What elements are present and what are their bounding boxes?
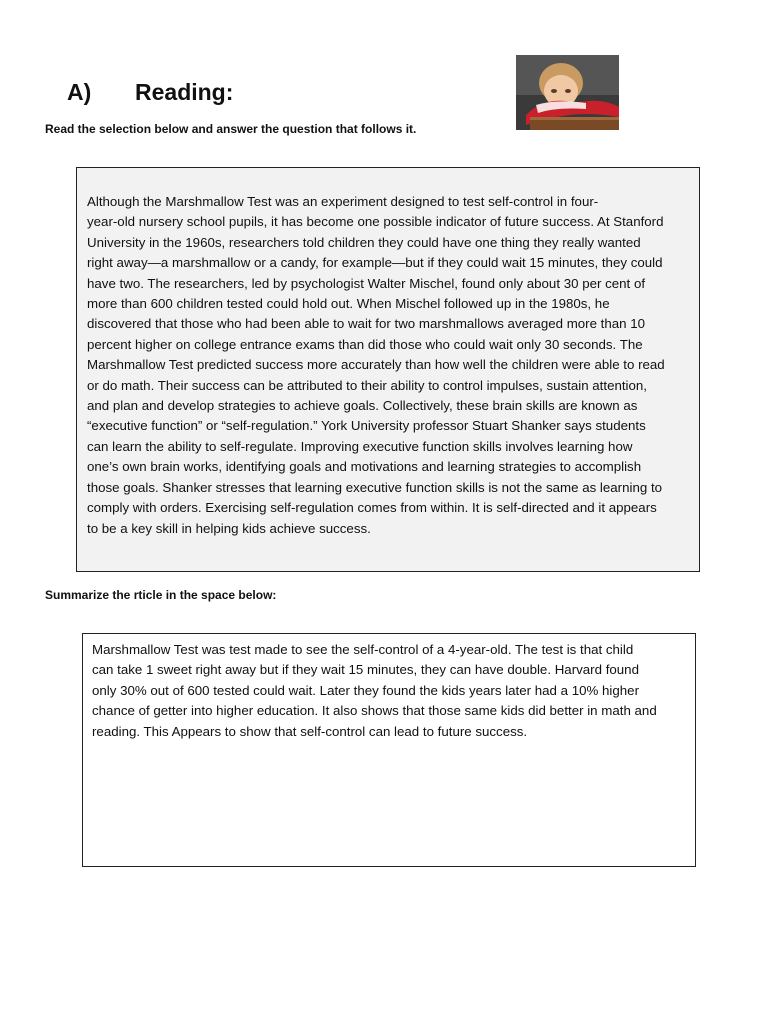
photo-illustration (516, 55, 619, 130)
summary-answer-box[interactable] (82, 633, 696, 867)
reading-passage-text: Although the Marshmallow Test was an experiment designed to test self-control in four- year-old nursery school pupils, it has become one possible indicator of future success. At Stanford University in the 1960s, researchers told children they could have one thing they really wanted right away—a marshmallow or a candy, for example—but if they could wait 15 minutes, they could have two. The researchers, led by psychologist Walter Mischel, found only about 30 per cent of more than 600 children tested could hold out. When Mischel followed up in the 1980s, he discovered that those who had been able to wait for two marshmallows averaged more than 10 percent higher on college entrance exams than did those who could wait only 30 seconds. The Marshmallow Test predicted success more accurately than how well the children were able to read or do math. Their success can be attributed to their ability to control impulses, sustain attention, and plan and develop strategies to achieve goals. Collectively, these brain skills are known as “executive function” or “self-regulation.” York University professor Stuart Shanker says students can learn the ability to self-regulate. Improving executive function skills involves learning how one’s own brain works, identifying goals and motivations and learning strategies to accomplish those goals. Shanker stresses that learning executive function skills is not the same as learning to comply with orders. Exercising self-regulation comes from within. It is self-directed and it appears to be a key skill in helping kids achieve success. (87, 194, 665, 536)
reading-passage-box (76, 167, 700, 572)
section-letter: A) (67, 79, 92, 105)
section-title: Reading: (135, 79, 234, 105)
summary-prompt: Summarize the rticle in the space below: (45, 588, 277, 602)
boy-peeking-over-desk-photo (516, 55, 619, 130)
instruction-text: Read the selection below and answer the question that follows it. (45, 122, 417, 136)
section-heading (67, 77, 233, 107)
summary-answer-text: Marshmallow Test was test made to see the self-control of a 4-year-old. The test is that child can take 1 sweet right away but if they wait 15 minutes, they can have double. Harvard found only 30% out of 600 tested could wait. Later they found the kids years later had a 10% higher chance of getter into higher education. It also shows that those same kids did better in math and reading. This Appears to show that self-control can lead to future success. (92, 642, 657, 739)
